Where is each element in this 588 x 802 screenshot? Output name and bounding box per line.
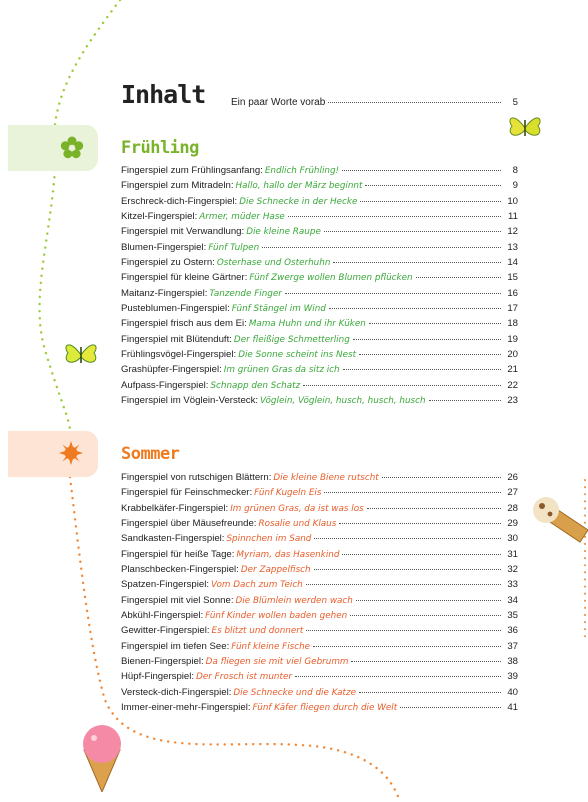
toc-entry-label: Fingerspiel frisch aus dem Ei: [121, 318, 247, 330]
toc-entry[interactable] [121, 180, 518, 195]
leader-dots [400, 707, 501, 708]
spring-toc-list [121, 165, 518, 411]
toc-entry-rhyme-title: Die kleine Raupe [246, 227, 321, 238]
toc-entry-rhyme-title: Endlich Frühling! [264, 166, 340, 176]
toc-entry-page-number: 17 [507, 303, 518, 315]
toc-entry-label: Krabbelkäfer-Fingerspiel: [121, 502, 229, 514]
toc-entry-page-number: 28 [507, 502, 518, 514]
leader-dots [359, 354, 501, 355]
toc-entry[interactable] [121, 211, 518, 226]
leader-dots [351, 661, 501, 662]
toc-entry-rhyme-title: Es blitzt und donnert [211, 626, 304, 637]
toc-entry-label: Fingerspiel über Mäusefreunde: [121, 518, 257, 530]
toc-entry-page-number: 23 [507, 395, 518, 407]
toc-entry-page-number: 29 [507, 518, 518, 530]
leader-dots [306, 584, 501, 585]
toc-entry-page-number: 14 [507, 257, 518, 269]
toc-entry-page-number: 30 [507, 533, 518, 545]
toc-entry-label: Immer-einer-mehr-Fingerspiel: [121, 702, 251, 714]
toc-entry[interactable] [121, 242, 518, 257]
toc-entry-label: Abkühl-Fingerspiel: [121, 610, 204, 622]
toc-entry-label: Bienen-Fingerspiel: [121, 656, 204, 668]
toc-entry-page-number: 39 [507, 671, 518, 683]
toc-entry-rhyme-title: Die Schnecke in der Hecke [239, 196, 358, 207]
toc-entry-rhyme-title: Vom Dach zum Teich [211, 580, 303, 591]
toc-entry-rhyme-title: Die Sonne scheint ins Nest [238, 350, 357, 361]
section-title-spring: Frühling [121, 138, 199, 158]
toc-entry-page-number: 20 [507, 349, 518, 361]
toc-entry-label: Fingerspiel zum Frühlingsanfang: [121, 165, 263, 176]
leader-dots [369, 323, 501, 324]
leader-dots [382, 477, 501, 478]
toc-entry[interactable] [121, 625, 518, 640]
toc-entry-rhyme-title: Im grünen Gras da sitz ich [223, 365, 340, 376]
leader-dots [329, 308, 501, 309]
summer-toc-list [121, 472, 518, 718]
toc-entry-label: Versteck-dich-Fingerspiel: [121, 686, 232, 698]
toc-entry-rhyme-title: Osterhase und Osterhuhn [216, 258, 331, 269]
toc-entry-rhyme-title: Fünf Kugeln Eis [254, 488, 322, 499]
toc-entry-rhyme-title: Spinnchen im Sand [226, 534, 312, 545]
toc-entry-page-number: 21 [507, 364, 518, 376]
leader-dots [333, 262, 501, 263]
toc-entry[interactable] [121, 518, 518, 533]
toc-entry[interactable] [121, 349, 518, 364]
intro-entry[interactable] [231, 97, 518, 108]
leader-dots [295, 676, 501, 677]
summer-section-tab [8, 431, 98, 477]
toc-entry-page-number: 18 [507, 318, 518, 330]
toc-entry[interactable] [121, 226, 518, 241]
toc-entry-rhyme-title: Hallo, hallo der März beginnt [235, 181, 363, 192]
toc-entry-rhyme-title: Rosalie und Klaus [258, 519, 337, 530]
toc-entry-label: Blumen-Fingerspiel: [121, 241, 207, 253]
leader-dots [313, 646, 501, 647]
toc-entry-page-number: 11 [508, 211, 518, 223]
toc-entry-page-number: 31 [507, 548, 518, 560]
toc-entry-page-number: 40 [507, 686, 518, 698]
leader-dots [339, 523, 501, 524]
toc-entry-label: Maitanz-Fingerspiel: [121, 287, 208, 299]
toc-entry[interactable] [121, 303, 518, 318]
toc-entry[interactable] [121, 671, 518, 686]
toc-entry[interactable] [121, 687, 518, 702]
toc-entry-page-number: 15 [507, 272, 518, 284]
toc-entry-label: Gewitter-Fingerspiel: [121, 625, 210, 637]
toc-entry-rhyme-title: Vöglein, Vöglein, husch, husch, husch [260, 396, 426, 407]
toc-entry-label: Hüpf-Fingerspiel: [121, 671, 195, 683]
toc-entry-rhyme-title: Fünf Stängel im Wind [231, 304, 326, 315]
toc-entry-page-number: 22 [507, 379, 518, 391]
toc-entry-label: Fingerspiel für kleine Gärtner: [121, 272, 248, 284]
toc-entry-rhyme-title: Die Blümlein werden wach [235, 595, 353, 606]
toc-entry-rhyme-title: Armer, müder Hase [199, 212, 285, 223]
butterfly-illustration-top [506, 110, 544, 146]
toc-entry-label: Fingerspiel für heiße Tage: [121, 548, 235, 560]
leader-dots [360, 201, 501, 202]
toc-entry[interactable] [121, 549, 518, 564]
toc-entry-label: Sandkasten-Fingerspiel: [121, 533, 225, 545]
toc-entry[interactable] [121, 288, 518, 303]
toc-entry-page-number: 13 [507, 241, 518, 253]
toc-entry-label: Fingerspiel im Vöglein-Versteck: [121, 395, 259, 407]
toc-entry[interactable] [121, 533, 518, 548]
toc-entry-rhyme-title: Der fleißige Schmetterling [233, 334, 350, 345]
leader-dots [306, 630, 501, 631]
toc-entry[interactable] [121, 610, 518, 625]
toc-entry-label: Fingerspiel mit Blütenduft: [121, 333, 232, 345]
toc-entry-label: Planschbecken-Fingerspiel: [121, 564, 239, 576]
intro-label: Ein paar Worte vorab [231, 97, 326, 108]
toc-entry-page-number: 12 [507, 226, 518, 238]
toc-entry-label: Kitzel-Fingerspiel: [121, 211, 198, 223]
toc-entry-label: Grashüpfer-Fingerspiel: [121, 364, 222, 376]
toc-entry-page-number: 10 [507, 195, 518, 207]
toc-entry-page-number: 16 [507, 287, 518, 299]
page-title: Inhalt [121, 80, 206, 109]
leader-dots [303, 385, 501, 386]
leader-dots [365, 185, 501, 186]
toc-entry[interactable] [121, 579, 518, 594]
toc-entry-rhyme-title: Myriam, das Hasenkind [236, 549, 340, 560]
toc-entry-rhyme-title: Tanzende Finger [209, 288, 282, 299]
toc-entry-rhyme-title: Schnapp den Schatz [210, 380, 301, 391]
toc-entry-rhyme-title: Die Schnecke und die Katze [233, 687, 357, 698]
leader-dots [343, 369, 501, 370]
toc-entry[interactable] [121, 503, 518, 518]
toc-entry-rhyme-title: Da fliegen sie mit viel Gebrumm [205, 657, 349, 668]
toc-entry-label: Fingerspiel mit Verwandlung: [121, 226, 245, 238]
toc-entry[interactable] [121, 472, 518, 487]
leader-dots [342, 170, 501, 171]
toc-entry[interactable] [121, 595, 518, 610]
toc-entry-label: Fingerspiel zu Ostern: [121, 257, 215, 269]
leader-dots [324, 231, 501, 232]
toc-entry[interactable] [121, 334, 518, 349]
toc-entry-label: Erschreck-dich-Fingerspiel: [121, 195, 238, 207]
toc-entry[interactable] [121, 564, 518, 579]
leader-dots [367, 508, 501, 509]
spring-section-tab [8, 125, 98, 171]
toc-entry[interactable] [121, 196, 518, 211]
leader-dots [328, 102, 501, 103]
leader-dots [324, 492, 501, 493]
toc-entry-rhyme-title: Fünf Tulpen [208, 242, 260, 253]
toc-entry[interactable] [121, 272, 518, 287]
toc-entry-rhyme-title: Mama Huhn und ihr Küken [248, 319, 366, 330]
leader-dots [416, 277, 501, 278]
leader-dots [314, 569, 501, 570]
toc-entry[interactable] [121, 395, 518, 410]
ice-cream-cone-illustration-bottom [76, 722, 128, 792]
leader-dots [262, 247, 501, 248]
toc-entry-rhyme-title: Fünf Käfer fliegen durch die Welt [252, 703, 398, 714]
toc-entry-label: Fingerspiel für Feinschmecker: [121, 487, 253, 499]
toc-entry-page-number: 34 [507, 594, 518, 606]
leader-dots [356, 600, 501, 601]
toc-entry-label: Spatzen-Fingerspiel: [121, 579, 209, 591]
flower-icon [60, 136, 84, 160]
ice-cream-cone-illustration-right [530, 492, 588, 544]
toc-entry[interactable] [121, 380, 518, 395]
toc-entry-page-number: 37 [507, 640, 518, 652]
toc-entry-page-number: 38 [507, 656, 518, 668]
toc-entry-page-number: 33 [507, 579, 518, 591]
toc-entry[interactable] [121, 257, 518, 272]
toc-entry-page-number: 35 [507, 610, 518, 622]
leader-dots [350, 615, 501, 616]
toc-entry-label: Frühlingsvögel-Fingerspiel: [121, 349, 237, 361]
toc-entry-label: Fingerspiel mit viel Sonne: [121, 594, 234, 606]
toc-entry-rhyme-title: Der Zappelfisch [240, 565, 311, 576]
leader-dots [288, 216, 501, 217]
toc-entry[interactable] [121, 656, 518, 671]
toc-entry[interactable] [121, 487, 518, 502]
toc-entry[interactable] [121, 641, 518, 656]
toc-entry-rhyme-title: Im grünen Gras, da ist was los [230, 503, 364, 514]
leader-dots [285, 293, 501, 294]
toc-entry-label: Pusteblumen-Fingerspiel: [121, 303, 230, 315]
leader-dots [353, 339, 501, 340]
toc-entry-label: Fingerspiel zum Mitradeln: [121, 180, 234, 192]
toc-entry-label: Aufpass-Fingerspiel: [121, 379, 209, 391]
leader-dots [342, 554, 501, 555]
toc-entry[interactable] [121, 318, 518, 333]
section-title-summer: Sommer [121, 444, 180, 464]
toc-entry[interactable] [121, 165, 518, 180]
leader-dots [429, 400, 501, 401]
toc-entry-page-number: 19 [507, 333, 518, 345]
toc-entry-page-number: 41 [507, 702, 518, 714]
toc-entry-page-number: 36 [507, 625, 518, 637]
sun-icon [59, 441, 83, 465]
toc-entry-label: Fingerspiel von rutschigen Blättern: [121, 472, 272, 483]
toc-entry-rhyme-title: Fünf Zwerge wollen Blumen pflücken [249, 273, 413, 284]
toc-entry-page-number: 9 [512, 180, 518, 192]
butterfly-illustration-left [62, 337, 100, 373]
toc-entry-page-number: 27 [507, 487, 518, 499]
toc-entry[interactable] [121, 364, 518, 379]
leader-dots [359, 692, 501, 693]
leader-dots [314, 538, 501, 539]
toc-entry-rhyme-title: Fünf kleine Fische [231, 641, 311, 652]
toc-entry-rhyme-title: Fünf Kinder wollen baden gehen [205, 611, 348, 622]
toc-entry-page-number: 26 [507, 472, 518, 483]
toc-entry-page-number: 32 [507, 564, 518, 576]
toc-entry-page-number: 8 [512, 165, 518, 176]
toc-entry-rhyme-title: Die kleine Biene rutscht [273, 473, 379, 483]
toc-entry-label: Fingerspiel im tiefen See: [121, 640, 230, 652]
intro-page-number: 5 [512, 97, 518, 108]
toc-entry[interactable] [121, 702, 518, 717]
toc-entry-rhyme-title: Der Frosch ist munter [196, 672, 292, 683]
